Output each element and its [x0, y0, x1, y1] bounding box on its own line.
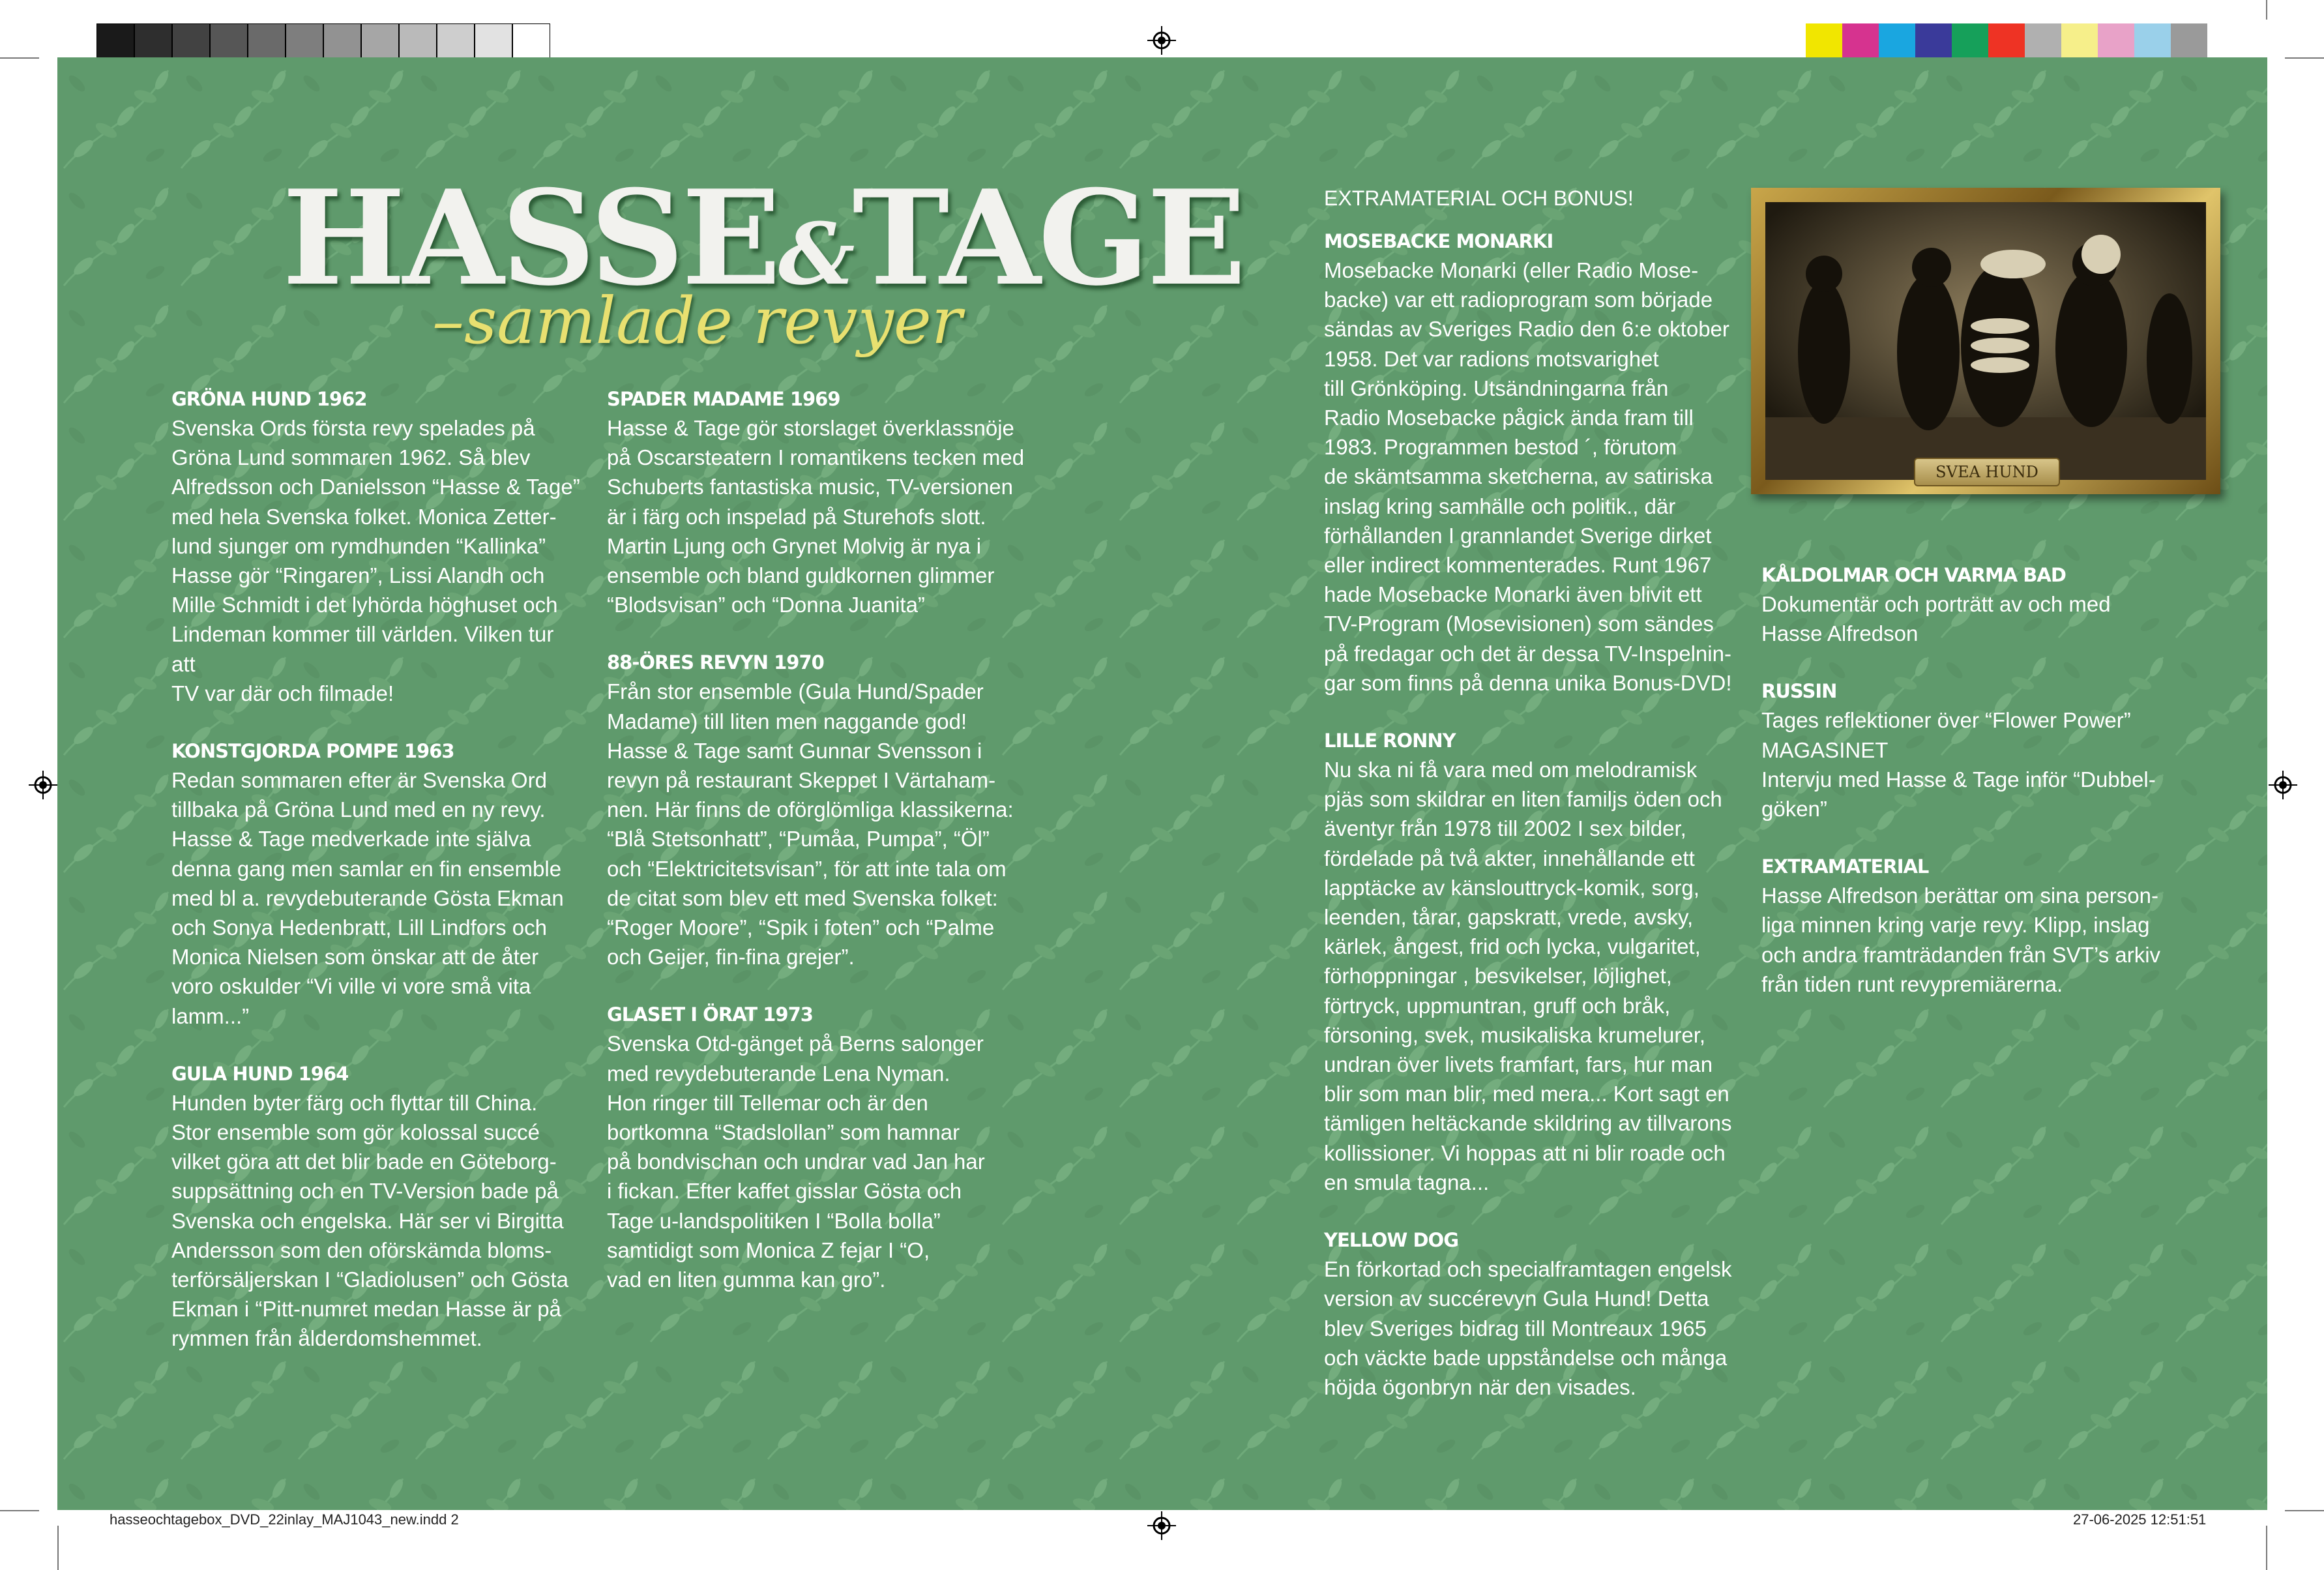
section-heading: SPADER MADAME 1969	[607, 388, 840, 410]
crop-mark	[0, 1510, 39, 1511]
section-text: Nu ska ni få vara med om melodramisk pjäs som skildrar en liten familjs öden och äventyr från 1978 till 2002 I sex bilder, fördelade på två akter, innehållande ett lapptäcke av känslouttryck-komik, sorg, leenden, tårar, gapskratt, vrede, avsky, kärlek, ångest, frid och lycka, vulgaritet, förhoppningar , besvikelser, löjlighet, förtryck, uppmuntran, gruff och bråk, försoning, svek, musikaliska krumelurer, undran över livets framfart, fars, hur man blir som man blir, med mera... Kort sagt en tämligen heltäckande skildring av tillvarons kollissioner. Vi hoppas att ni blir roade och en smula tagna...	[1324, 758, 1732, 1194]
color-swatch	[1988, 23, 2025, 60]
title-subtitle: –samlade revyer	[432, 284, 962, 359]
crop-mark	[0, 57, 39, 59]
gray-swatch	[172, 23, 210, 61]
grayscale-registration-bar	[96, 23, 550, 60]
title-hasse: HASSE	[282, 162, 779, 315]
registration-mark-icon	[1147, 1511, 1176, 1540]
section-heading: KONSTGJORDA POMPE 1963	[171, 740, 454, 763]
title-ampersand: &	[778, 204, 853, 304]
crop-mark	[2266, 1526, 2267, 1570]
section-heading: LILLE RONNY	[1324, 730, 1456, 752]
section-text: Hunden byter färg och flyttar till China. Stor ensemble som gör kolossal succé vilket göra att det blir bade en Göteborg- suppsättning och en TV-Version bade på Svenska och engelska. Här ser vi Birgitta Andersson som den oförskämda bloms- terförsäljerskan I “Gladiolusen” och Gösta Ekman i “Pitt-numret medan Hasse är på rymmen från ålderdomshemmet.	[171, 1090, 568, 1351]
color-swatch	[2098, 23, 2134, 60]
gray-swatch	[96, 23, 134, 61]
footer-filename: hasseochtagebox_DVD_22inlay_MAJ1043_new.indd 2	[110, 1511, 459, 1528]
gray-swatch	[323, 23, 361, 61]
gray-swatch	[361, 23, 399, 61]
section-text: Från stor ensemble (Gula Hund/Spader Madame) till liten men naggande god! Hasse & Tage samt Gunnar Svensson i revyn på restaurant Skeppet I Värtaham- nen. Här finns de oförglömliga klassikerna: “Blå Stetsonhatt”, “Pumåa, Pumpa”, “Öl” och “Elektricitetsvisan”, för att inte tala om de citat som blev ett med Svenska folket: “Roger Moore”, “Spik i foten” och “Palme och Geijer, fin-fina grejer”.	[607, 679, 1014, 970]
gray-swatch	[475, 23, 512, 61]
left-column	[171, 385, 582, 1382]
color-registration-bar	[1806, 23, 2207, 60]
section-heading: MOSEBACKE MONARKI	[1324, 230, 1553, 252]
stage-photo	[1765, 202, 2206, 480]
gray-swatch	[437, 23, 475, 61]
middle-column	[607, 385, 1037, 1323]
footer-timestamp: 27-06-2025 12:51:51	[2073, 1511, 2207, 1528]
gray-swatch	[286, 23, 323, 61]
gray-swatch	[134, 23, 172, 61]
extramaterial-heading: EXTRAMATERIAL OCH BONUS!	[1324, 186, 1634, 210]
registration-mark-icon	[2269, 771, 2297, 799]
section-heading: RUSSIN	[1761, 680, 1837, 703]
section-heading: YELLOW DOG	[1324, 1229, 1458, 1252]
color-swatch	[2025, 23, 2061, 60]
title-tage: TAGE	[852, 162, 1244, 315]
crop-mark	[2285, 1510, 2324, 1511]
gray-swatch	[512, 23, 550, 61]
color-swatch	[2171, 23, 2207, 60]
far-right-column	[1761, 561, 2185, 1028]
right-column	[1324, 184, 1748, 1430]
registration-mark-icon	[1147, 26, 1176, 55]
section-heading: EXTRAMATERIAL	[1761, 855, 1929, 878]
section-heading: GRÖNA HUND 1962	[171, 388, 367, 410]
section-text: Svenska Ords första revy spelades på Gröna Lund sommaren 1962. Så blev Alfredsson och Danielsson “Hasse & Tage” med hela Svenska folket. Monica Zetter- lund sjunger om rymdhunden “Kallinka” Hasse gör “Ringaren”, Lissi Alandh och Mille Schmidt i det lyhörda höghuset och Lindeman kommer till världen. Vilken tur att TV var där och filmade!	[171, 416, 580, 705]
section-heading: GULA HUND 1964	[171, 1062, 349, 1085]
gray-swatch	[210, 23, 248, 61]
section-text: En förkortad och specialframtagen engelsk version av succérevyn Gula Hund! Detta blev Sveriges bidrag till Montreaux 1965 och väckte bade uppståndelse och många höjda ögonbryn när den visades.	[1324, 1257, 1732, 1399]
section-text: Svenska Otd-gänget på Berns salonger med revydebuterande Lena Nyman. Hon ringer till Tellemar och är den bortkomna “Stadslollan” som hamnar på bondvischan och undrar vad Jan har i fickan. Efter kaffet gisslar Gösta och Tage u-landspolitiken I “Bolla bolla” samtidigt som Monica Z fejar I “O, vad en liten gumma kan gro”.	[607, 1031, 985, 1292]
color-swatch	[1952, 23, 1988, 60]
registration-mark-icon	[29, 771, 57, 799]
section-text: Hasse & Tage gör storslaget överklassnöje på Oscarsteatern I romantikens tecken med Schuberts fantastiska music, TV-versionen är i färg och inspelad på Sturehofs slott. Martin Ljung och Grynet Molvig är nya i ensemble och bland guldkornen glimmer “Blodsvisan” och “Donna Juanita”	[607, 416, 1025, 617]
color-swatch	[2061, 23, 2098, 60]
section-text: Redan sommaren efter är Svenska Ord tillbaka på Gröna Lund med en ny revy. Hasse & Tage medverkade inte själva denna gang men samlar en fin ensemble med bl a. revydebuterande Gösta Ekman och Sonya Hedenbratt, Lill Lindfors och Monica Nielsen som önskar att de åter voro oskulder “Vi ville vi vore små vita lamm...”	[171, 768, 564, 1028]
framed-photo	[1751, 188, 2220, 494]
section-text: Dokumentär och porträtt av och med Hasse Alfredson	[1761, 592, 2111, 646]
crop-mark	[2285, 57, 2324, 59]
gray-swatch	[248, 23, 286, 61]
color-swatch	[2134, 23, 2171, 60]
section-text: Mosebacke Monarki (eller Radio Mose- backe) var ett radioprogram som började sändas av Sveriges Radio den 6:e oktober 1958. Det var radions motsvarighet till Grönköping. Utsändningarna från Radio Mosebacke pågick ända fram till 1983. Programmen bestod ´, förutom de skämtsamma sketcherna, av satiriska inslag kring samhälle och politik., där förhållanden I grannlandet Sverige dirket eller indirect kommenterades. Runt 1967 hade Mosebacke Monarki även blivit ett TV-Program (Mosevisionen) som sändes på fredagar och det är dessa TV-Inspelnin- gar som finns på denna unika Bonus-DVD!	[1324, 258, 1732, 695]
section-text: Hasse Alfredson berättar om sina person- liga minnen kring varje revy. Klipp, inslag och andra framträdanden från SVT’s arkiv från tiden runt revypremiärerna.	[1761, 883, 2161, 996]
color-swatch	[1806, 23, 1842, 60]
gold-frame	[1751, 188, 2220, 494]
logo-title	[282, 162, 1244, 359]
gray-swatch	[399, 23, 437, 61]
photo-plaque: SVEA HUND	[1914, 458, 2060, 486]
color-swatch	[1842, 23, 1879, 60]
section-heading: 88-ÖRES REVYN 1970	[607, 651, 824, 674]
inlay-page	[57, 57, 2267, 1510]
color-swatch	[1915, 23, 1952, 60]
section-text: Tages reflektioner över “Flower Power” MAGASINET Intervju med Hasse & Tage inför “Dubbel- göken”	[1761, 708, 2156, 822]
color-swatch	[1879, 23, 1915, 60]
section-heading: KÅLDOLMAR OCH VARMA BAD	[1761, 564, 2066, 586]
crop-mark	[2266, 0, 2267, 20]
section-heading: GLASET I ÖRAT 1973	[607, 1003, 813, 1026]
crop-mark	[57, 1526, 59, 1570]
